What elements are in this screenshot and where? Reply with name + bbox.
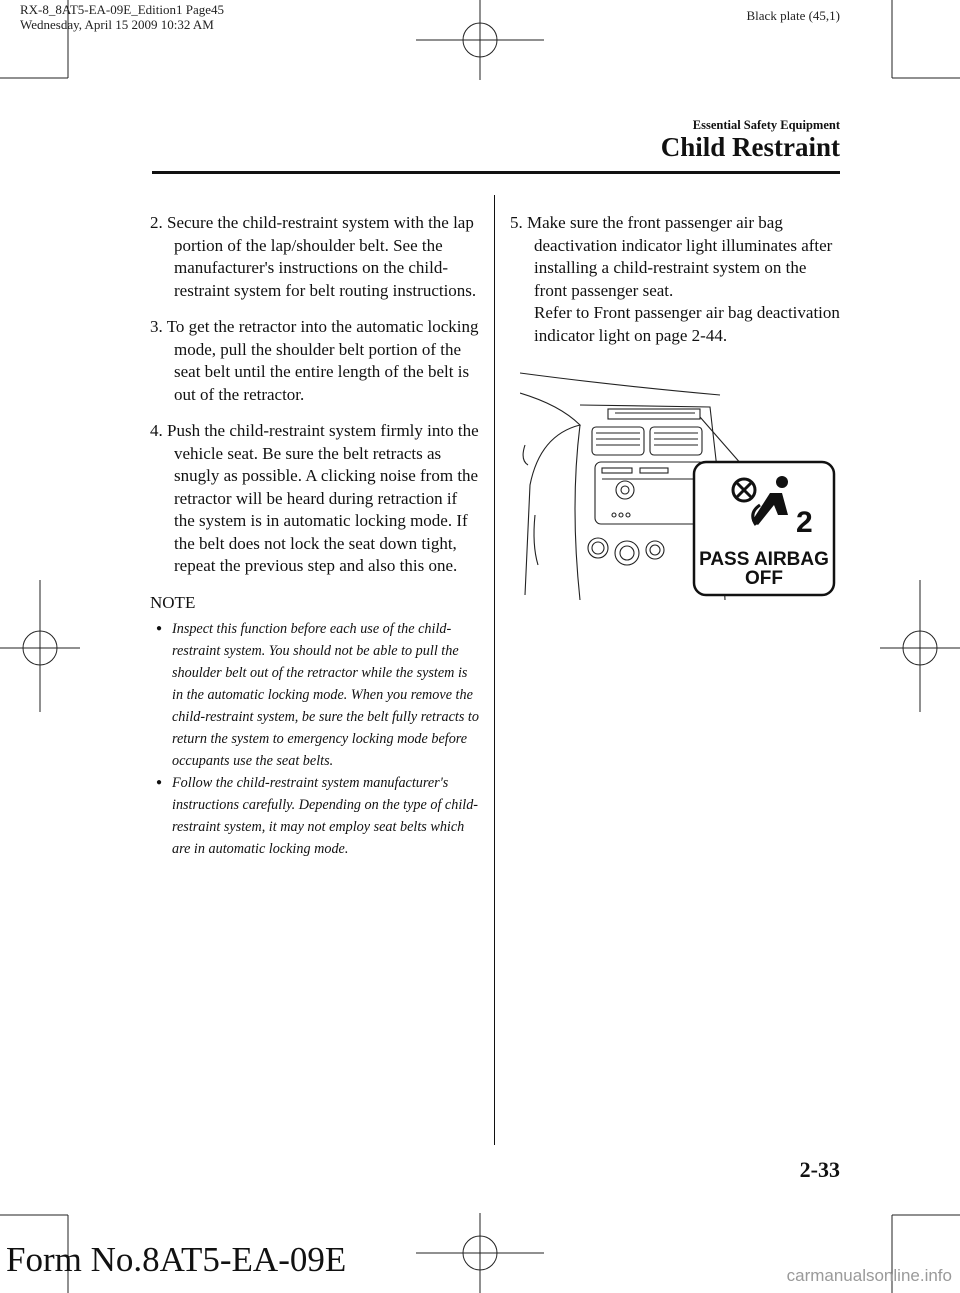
step-5 <box>510 212 840 347</box>
print-slug <box>20 2 224 32</box>
step-text: To get the retractor into the automatic locking mode, pull the shoulder belt portion of the seat belt until the entire length of the belt is out of the retractor. <box>166 317 479 404</box>
step-reference: Refer to Front passenger air bag deactivation indicator light on page 2-44. <box>534 303 840 345</box>
step-text: Make sure the front passenger air bag deactivation indicator light illuminates after installing a child-restraint system on the front passenger seat. <box>527 213 833 300</box>
page-number: 2-33 <box>799 1157 840 1182</box>
form-number: Form No.8AT5-EA-09E <box>6 1240 347 1279</box>
step-number: 2. <box>150 213 163 232</box>
step-3 <box>150 316 480 406</box>
chapter-title: Child Restraint <box>660 132 840 162</box>
note-item <box>150 772 480 860</box>
note-item <box>150 618 480 772</box>
indicator-label-line2: OFF <box>745 568 783 589</box>
note-text: Follow the child-restraint system manufacturer's instructions carefully. Depending on the type of child-restraint system, it may not employ seat belts which are in automatic locking mode. <box>172 775 479 857</box>
step-2 <box>150 212 480 302</box>
file-info: RX-8_8AT5-EA-09E_Edition1 Page45 <box>20 2 225 17</box>
print-timestamp: Wednesday, April 15 2009 10:32 AM <box>20 17 214 32</box>
section-label: Essential Safety Equipment <box>692 118 840 132</box>
title-rule <box>152 171 840 174</box>
step-4 <box>150 420 480 578</box>
right-column <box>510 212 840 361</box>
note-text: Inspect this function before each use of the child-restraint system. You should not be able to pull the shoulder belt out of the retractor while the system is in the automatic locking mode. When you remove the child-restraint system, be sure the belt fully retracts to return the system to emergency locking mode before occupants use the seat belts. <box>172 621 479 769</box>
step-number: 5. <box>510 213 523 232</box>
plate-info: Black plate (45,1) <box>746 8 840 23</box>
left-column <box>150 212 480 860</box>
note-block <box>150 592 480 861</box>
note-title: NOTE <box>150 592 196 612</box>
indicator-digit: 2 <box>796 506 813 539</box>
indicator-label-line1: PASS AIRBAG <box>699 549 829 570</box>
bullet-icon: ● <box>156 623 163 634</box>
step-text: Push the child-restraint system firmly into the vehicle seat. Be sure the belt retracts as snugly as possible. A clicking noise from the retractor will be heard during retraction if the system is in automatic locking mode. If the belt does not lock the seat down tight, repeat the previous step and also this one. <box>167 421 479 575</box>
step-text: Secure the child-restraint system with the lap portion of the lap/shoulder belt. See the manufacturer's instructions on the child-restraint system for belt routing instructions. <box>167 213 477 300</box>
bullet-icon: ● <box>156 777 163 788</box>
column-divider <box>494 195 495 1145</box>
step-number: 3. <box>150 317 163 336</box>
watermark: carmanualsonline.info <box>786 1266 952 1285</box>
dashboard-indicator-illustration <box>520 365 840 600</box>
step-number: 4. <box>150 421 163 440</box>
